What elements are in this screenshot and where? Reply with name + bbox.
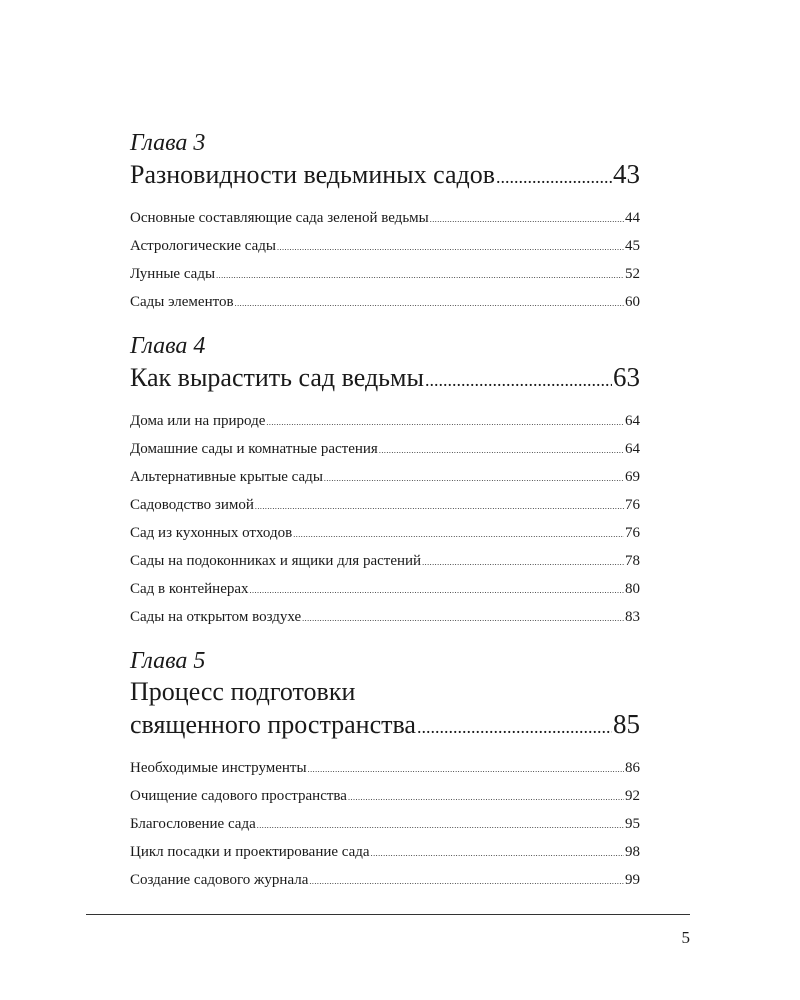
chapter-title-text: Как вырастить сад ведьмы: [130, 363, 424, 392]
toc-entry[interactable]: [130, 867, 640, 895]
chapter-page-number: 63: [613, 362, 640, 392]
toc-entry[interactable]: [130, 233, 640, 261]
entry-page-number: 83: [625, 609, 640, 625]
entry-title: Альтернативные крытые сады: [130, 469, 323, 485]
chapter-title[interactable]: [130, 158, 640, 193]
chapter-title-text: священного пространства: [130, 710, 416, 739]
leader-dots: [309, 867, 624, 895]
entry-page-number: 76: [625, 497, 640, 513]
leader-dots: [255, 492, 624, 520]
toc-entry[interactable]: [130, 576, 640, 604]
leader-dots: [257, 811, 624, 839]
entry-title: Сады на подоконниках и ящики для растений: [130, 553, 422, 569]
leader-dots: [371, 839, 624, 867]
page-number: 5: [681, 928, 690, 947]
leader-dots: [379, 436, 624, 464]
chapter-3: [130, 128, 640, 317]
leader-dots: [277, 233, 624, 261]
toc-entry[interactable]: [130, 755, 640, 783]
entry-title: Дома или на природе: [130, 413, 266, 429]
leader-dots: [308, 755, 624, 783]
entry-title: Лунные сады: [130, 266, 216, 282]
footer-divider: [86, 914, 690, 915]
toc-entry[interactable]: [130, 604, 640, 632]
entry-page-number: 60: [625, 294, 640, 310]
entry-title: Сад из кухонных отходов: [130, 525, 293, 541]
toc-entry[interactable]: [130, 205, 640, 233]
chapter-title[interactable]: [130, 676, 640, 743]
toc-entry[interactable]: [130, 408, 640, 436]
chapter-label: Глава 3: [130, 130, 206, 156]
entry-page-number: 64: [625, 413, 640, 429]
leader-dots: [430, 205, 624, 233]
chapter-5: [130, 646, 640, 895]
entry-title: Сад в контейнерах: [130, 581, 249, 597]
leader-dots: [293, 520, 624, 548]
entry-page-number: 69: [625, 469, 640, 485]
entry-page-number: 45: [625, 238, 640, 254]
chapter-label: Глава 4: [130, 333, 206, 359]
chapter-title-text: Разновидности ведьминых садов: [130, 160, 496, 189]
chapter-page-number: 43: [613, 159, 640, 189]
entry-page-number: 64: [625, 441, 640, 457]
entry-page-number: 80: [625, 581, 640, 597]
toc-entry[interactable]: [130, 289, 640, 317]
entry-title: Цикл посадки и проектирование сада: [130, 844, 370, 860]
entry-title: Астрологические сады: [130, 238, 276, 254]
toc-entry[interactable]: [130, 436, 640, 464]
entry-title: Необходимые инструменты: [130, 760, 307, 776]
entry-page-number: 76: [625, 525, 640, 541]
leader-dots: [417, 709, 612, 743]
leader-dots: [324, 464, 624, 492]
toc-entry[interactable]: [130, 261, 640, 289]
toc-entry[interactable]: [130, 492, 640, 520]
leader-dots: [348, 783, 624, 811]
entry-page-number: 78: [625, 553, 640, 569]
leader-dots: [250, 576, 624, 604]
leader-dots: [216, 261, 624, 289]
entry-page-number: 95: [625, 816, 640, 832]
toc-entry[interactable]: [130, 839, 640, 867]
toc-entry[interactable]: [130, 520, 640, 548]
entry-title: Благословение сада: [130, 816, 256, 832]
leader-dots: [266, 408, 624, 436]
chapter-title-text: Процесс подготовки: [130, 677, 356, 706]
leader-dots: [496, 159, 612, 193]
toc-entry[interactable]: [130, 811, 640, 839]
entry-title: Основные составляющие сада зеленой ведьмы: [130, 210, 429, 226]
entry-title: Сады элементов: [130, 294, 234, 310]
toc-entry[interactable]: [130, 783, 640, 811]
entry-page-number: 52: [625, 266, 640, 282]
toc-entry[interactable]: [130, 464, 640, 492]
entry-title: Сады на открытом воздухе: [130, 609, 302, 625]
leader-dots: [425, 362, 612, 396]
entry-title: Очищение садового пространства: [130, 788, 347, 804]
entry-page-number: 44: [625, 210, 640, 226]
entry-page-number: 98: [625, 844, 640, 860]
leader-dots: [302, 604, 624, 632]
entry-page-number: 86: [625, 760, 640, 776]
chapter-page-number: 85: [613, 709, 640, 739]
chapter-4: [130, 331, 640, 632]
leader-dots: [422, 548, 624, 576]
entry-page-number: 99: [625, 872, 640, 888]
table-of-contents: [130, 128, 640, 909]
chapter-label: Глава 5: [130, 648, 206, 674]
entry-title: Создание садового журнала: [130, 872, 309, 888]
entry-page-number: 92: [625, 788, 640, 804]
entry-title: Садоводство зимой: [130, 497, 254, 513]
entry-title: Домашние сады и комнатные растения: [130, 441, 378, 457]
toc-entry[interactable]: [130, 548, 640, 576]
chapter-title[interactable]: [130, 361, 640, 396]
leader-dots: [235, 289, 624, 317]
